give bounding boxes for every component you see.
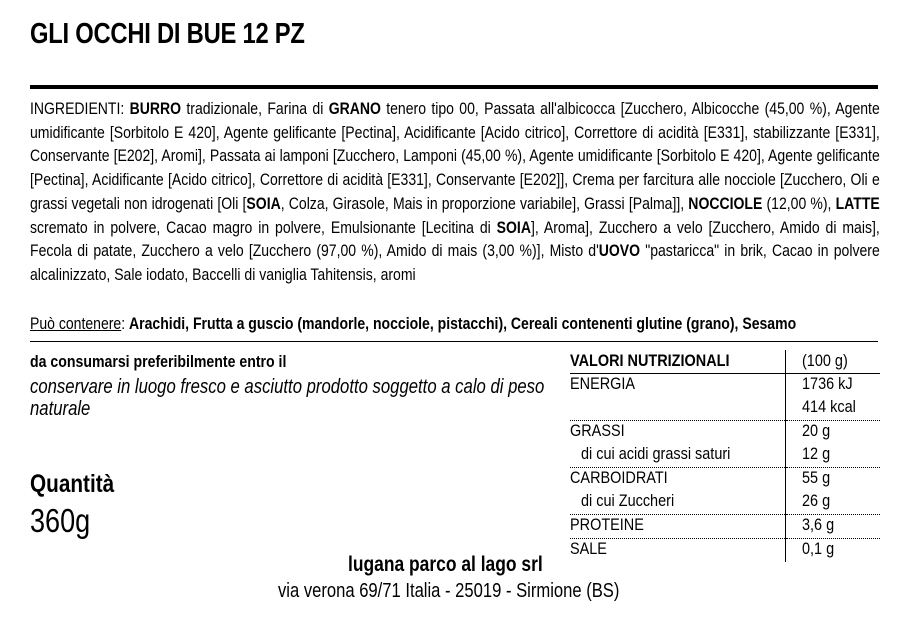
nutrient-label: GRASSI: [570, 421, 625, 440]
nutrition-header-label: VALORI NUTRIZIONALI: [570, 350, 785, 374]
product-title: GLI OCCHI DI BUE 12 PZ: [30, 18, 305, 50]
ingredient-text: scremato in polvere, Cacao magro in polvere, Emulsionante [Lecitina di: [30, 217, 497, 237]
nutrient-value: 414 kcal: [785, 397, 880, 421]
nutrient-label: di cui acidi grassi saturi: [570, 444, 785, 468]
allergens-line: [30, 313, 796, 335]
nutrient-label: SALE: [570, 538, 607, 558]
ingredient-allergen: SOIA: [496, 217, 531, 237]
allergens-separator: :: [121, 314, 130, 333]
nutrition-row: [570, 444, 880, 468]
ingredient-text: ], Aroma], Zucchero a velo [Zucchero, Amido di mais], Fecola di patate, Zucchero a velo [Zucchero (97,00 %), Amido di mais (3,00 %)], Misto d': [30, 217, 880, 261]
nutrient-value: 26 g: [785, 491, 880, 515]
ingredient-allergen: NOCCIOLE: [688, 193, 763, 213]
nutrition-row: [570, 515, 880, 539]
nutrition-row: [570, 491, 880, 515]
quantity-value: 360g: [30, 502, 91, 539]
ingredient-text: "pastaricca" in brik, Cacao in polvere alcalinizzato, Sale iodato, Baccelli di vaniglia Tahitensis, aromi: [30, 241, 880, 284]
nutrition-row: [570, 468, 880, 492]
nutrition-table: [570, 350, 880, 562]
nutrient-label: ENERGIA: [570, 374, 636, 393]
ingredient-text: tradizionale, Farina di: [181, 99, 329, 118]
ingredients-text: [30, 97, 880, 287]
ingredient-allergen: GRANO: [328, 99, 381, 118]
nutrition-row: [570, 397, 880, 421]
nutrient-value: 55 g: [785, 468, 880, 492]
nutrient-value: 20 g: [785, 421, 880, 445]
ingredient-text: tenero tipo 00, Passata all'albicocca [Zucchero, Albicocche (45,00 %), Agente umidificante [Sorbitolo E 420], Agente gelificante [Pectina], Acidificante [Acido citrico], Correttore di acidità [E331], stabilizzante [E331], Conservante [E202], Aromi], Passata ai lamponi [Zucchero, Lamponi (45,00 %), Agente umidificante [Sorbitolo E 420], Agente gelificante [Pectina], Acidificante [Acido citrico], Correttore di acidità [E331], Conservante [E202]], Crema per farcitura alle nocciole [Zucchero, Oli e grassi vegetali non idrogenati [Oli [: [30, 99, 880, 213]
nutrition-row: [570, 421, 880, 445]
allergens-value: Arachidi, Frutta a guscio (mandorle, nocciole, pistacchi), Cereali contenenti glutine (grano), Sesamo: [129, 314, 797, 333]
storage-note: conservare in luogo fresco e asciutto prodotto soggetto a calo di peso naturale: [30, 376, 545, 420]
ingredient-text: (12,00 %),: [762, 193, 836, 213]
ingredient-allergen: LATTE: [835, 193, 880, 213]
nutrient-label: PROTEINE: [570, 515, 785, 539]
nutrient-label: [570, 397, 785, 421]
section-divider: [30, 341, 878, 342]
ingredients-label: INGREDIENTI:: [30, 99, 130, 118]
nutrition-row: [570, 374, 880, 398]
nutrient-value: 3,6 g: [785, 515, 880, 539]
nutrient-value: 12 g: [785, 444, 880, 468]
nutrient-value: 1736 kJ: [785, 374, 880, 398]
nutrition-row: [570, 538, 880, 562]
manufacturer-name: lugana parco al lago srl: [348, 553, 543, 576]
nutrient-label: CARBOIDRATI: [570, 468, 668, 487]
ingredient-allergen: BURRO: [129, 99, 182, 118]
allergens-label: Può contenere: [30, 314, 122, 333]
ingredient-allergen: UOVO: [598, 241, 641, 261]
nutrient-label: di cui Zuccheri: [570, 491, 785, 515]
title-divider: [30, 85, 878, 89]
ingredient-allergen: SOIA: [246, 193, 281, 213]
ingredient-text: , Colza, Girasole, Mais in proporzione variabile], Grassi [Palma]],: [280, 193, 689, 213]
nutrition-header-value: (100 g): [785, 350, 880, 374]
nutrition-header-row: [570, 350, 880, 374]
ingredients-list: [30, 99, 880, 284]
manufacturer-address: via verona 69/71 Italia - 25019 - Sirmione (BS): [278, 580, 620, 602]
quantity-label: Quantità: [30, 470, 115, 498]
expiry-label: da consumarsi preferibilmente entro il: [30, 352, 287, 371]
nutrient-value: 0,1 g: [785, 538, 880, 562]
